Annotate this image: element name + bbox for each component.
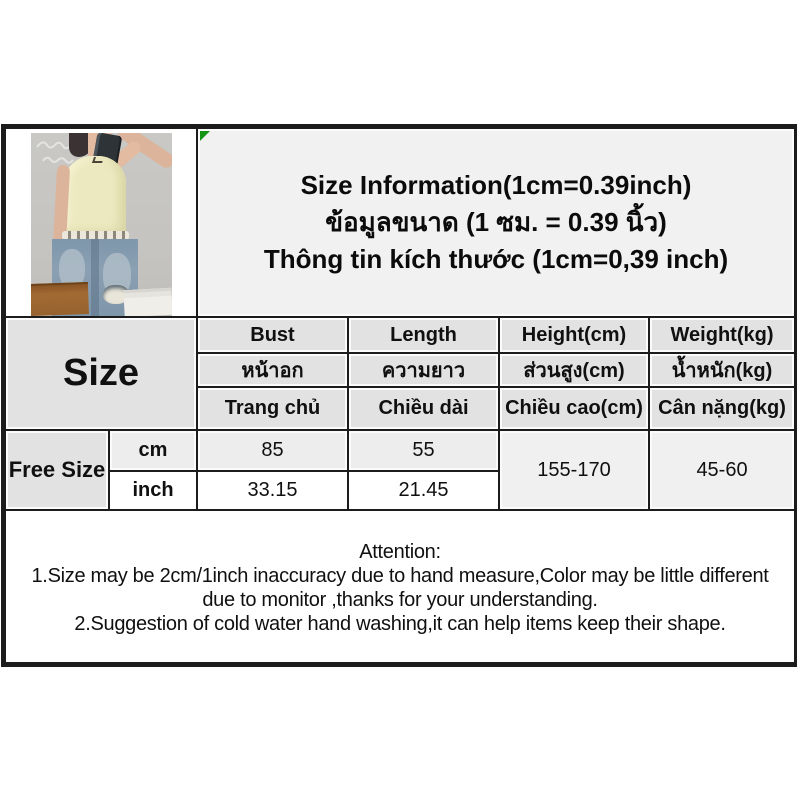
attention-line-1: 1.Size may be 2cm/1inch inaccuracy due to hand measure,Color may be little different	[31, 565, 769, 587]
size-info-title-en: Size Information(1cm=0.39inch)	[300, 170, 692, 200]
header-weight-en: Weight(kg)	[649, 317, 795, 353]
header-height-vi: Chiều cao(cm)	[499, 387, 649, 430]
length-inch-value: 21.45	[348, 471, 499, 510]
weight-range-value: 45-60	[649, 430, 795, 510]
bust-inch-value: 33.15	[197, 471, 348, 510]
excel-error-triangle-icon	[200, 131, 210, 141]
header-bust-en: Bust	[197, 317, 348, 353]
header-bust-vi: Trang chủ	[197, 387, 348, 430]
header-height-en: Height(cm)	[499, 317, 649, 353]
header-length-vi: Chiều dài	[348, 387, 499, 430]
size-table	[4, 127, 796, 664]
size-info-title-vi: Thông tin kích thước (1cm=0,39 inch)	[263, 244, 729, 274]
header-length-en: Length	[348, 317, 499, 353]
bust-cm-value: 85	[197, 430, 348, 471]
height-range-value: 155-170	[499, 430, 649, 510]
header-bust-th: หน้าอก	[197, 353, 348, 387]
header-weight-vi: Cân nặng(kg)	[649, 387, 795, 430]
header-weight-th: น้ำหนัก(kg)	[649, 353, 795, 387]
wood-table	[31, 281, 89, 315]
attention-line-2: due to monitor ,thanks for your understanding.	[202, 589, 598, 611]
model-photo	[31, 133, 172, 316]
attention-note	[5, 510, 795, 663]
unit-inch-label: inch	[109, 471, 197, 510]
attention-line-3: 2.Suggestion of cold water hand washing,it can help items keep their shape.	[74, 613, 726, 635]
tank-top-logo	[92, 157, 104, 163]
header-length-th: ความยาว	[348, 353, 499, 387]
size-corner-label: Size	[5, 317, 197, 430]
tank-top	[64, 156, 126, 236]
model-photo-cell	[5, 128, 197, 317]
unit-cm-label: cm	[109, 430, 197, 471]
free-size-label: Free Size	[5, 430, 109, 510]
size-info-title-th: ข้อมูลขนาด (1 ซม. = 0.39 นิ้ว)	[325, 207, 667, 237]
paper-stack	[123, 287, 172, 315]
header-height-th: ส่วนสูง(cm)	[499, 353, 649, 387]
jeans-seam-shadow	[91, 239, 99, 316]
size-info-cell	[197, 128, 795, 317]
attention-title: Attention:	[359, 541, 441, 563]
size-chart-sheet	[1, 124, 797, 667]
length-cm-value: 55	[348, 430, 499, 471]
